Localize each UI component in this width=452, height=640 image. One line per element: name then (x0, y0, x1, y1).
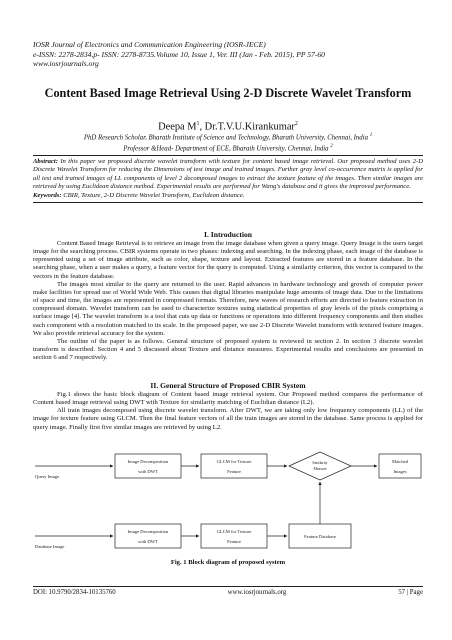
section-1-heading: I. Introduction (204, 230, 252, 239)
query-image-label: Query Image (35, 474, 60, 479)
author-2: Dr.T.V.U.Kirankumar (204, 121, 295, 133)
figure-caption: Fig. 1 Block diagram of proposed system (170, 559, 286, 566)
section-2-paragraph-2: All train images decomposed using discrete wavelet transform. After DWT, we are taking only low frequency components (LL) of the image for texture feature using GLCM. Then the final feature vectors of all the train images are stored in the database. Same process is applied for query image. Finally first five similar images are retrieved by using L2. (33, 407, 423, 431)
glcm-box-top (201, 454, 267, 478)
matched-line2: Images (393, 469, 407, 474)
abstract-body (33, 158, 423, 191)
decomp-bottom-line1: Image Decomposition (127, 529, 169, 534)
footer-doi: DOI: 10.9790/2834-10135760 (33, 589, 116, 596)
similarity-line1: Similarity (312, 461, 328, 465)
affiliations (33, 131, 423, 154)
glcm-top-line1: GLCM for Texture (216, 459, 252, 464)
footer-website: www.iosrjournals.org (227, 589, 287, 596)
section-1-paragraph-3: The outline of the paper is as follows. General structure of proposed system is reviewed in section 2. In section 3 discrete wavelet transform is described. Section 4 and 5 discussed about Texture and distance measures. Experimental results and conclusions are presented in section 6 and 7 respectively. (33, 337, 423, 362)
affiliation-2-text: Professor &Head- Department of ECE, Bharath University, Chennai, India (123, 145, 329, 153)
glcm-bottom-line2: Feature (227, 539, 241, 544)
decomp-box-top (115, 454, 181, 478)
affiliation-2 (33, 142, 423, 153)
block-diagram (33, 444, 423, 556)
affiliation-1-text: PhD Research Scholar, Bharath Institute of Science and Technology, Bharath University, Chennai, India (83, 134, 368, 142)
affiliation-1-sup: 1 (369, 133, 373, 138)
section-2-paragraph-1: Fig.1 shows the basic block diagram of Content based image retrieval system. Our Proposed method compares the performance of Content based image retrieval using DWT with Texture for similarity matching of Euclidian distance (L2). (33, 391, 423, 407)
journal-header (33, 40, 423, 69)
paper-title: Content Based Image Retrieval Using 2-D Discrete Wavelet Transform (44, 86, 412, 100)
matched-box (379, 454, 421, 478)
glcm-bottom-line1: GLCM for Texture (216, 529, 252, 534)
keywords-label: Keywords: (33, 192, 62, 200)
section-2-body (33, 391, 423, 432)
decomp-top-line1: Image Decomposition (127, 459, 169, 464)
section-1-paragraph-2: The images most similar to the query are returned to the user. Rapid advances in hardware technology and growth of computer power make facilities for spread use of World Wide Web. This causes that digital libraries manipulate huge amounts of image data. Due to the limitations of space and time, the images are represented in compressed formats. Therefore, new waves of research efforts are directed to feature extraction in compressed domain. Wavelet transform can be used to characterize textures using statistical properties of gray levels of the pixels comprising a surface image [4]. The wavelet transform is a tool that cuts up data or functions or operations into different frequency components and then studies each component with a resolution matched to its scale. In the proposed paper, we use 2-D Discrete Wavelet transform with textured feature images. We also provide retrieval accuracy for the system. (33, 280, 423, 337)
matched-line1: Matched (391, 459, 409, 464)
glcm-top-line2: Feature (227, 469, 241, 474)
glcm-box-bottom (201, 524, 267, 548)
page-footer (33, 586, 423, 597)
journal-website: www.iosrjournals.org (33, 59, 99, 69)
feature-db-label: Feature Database (304, 534, 336, 539)
database-image-label: Database Image (35, 544, 65, 549)
keywords-text: CBIR, Texture, 2-D Discrete Wavelet Transform, Euclidean distance. (61, 192, 245, 200)
affiliation-2-sup: 2 (330, 144, 333, 150)
abstract-label: Abstract: (33, 158, 58, 165)
author-1: Deepa M (158, 121, 197, 133)
author-2-sup: 2 (294, 121, 298, 127)
section-1-body (33, 240, 423, 362)
footer-page-number: 57 | Page (398, 589, 423, 596)
similarity-line2: Measure (313, 467, 327, 471)
section-1-paragraph-1: Content Based Image Retrieval is to retrieve an image from the image database when given a query image. Query Image is the users target image for the searching process. CBIR systems operate in two phases: indexing and searching. In the indexing phase, each image of the database is represented using a set of image attribute, such as color, shape, texture and layout. Extracted features are stored in a feature database. In the searching phase, when a user makes a query, a feature vector for the query is computed. Using a similarity criterion, this vector is compared to the vectors in the feature database. (33, 240, 423, 280)
abstract-text: In this paper we proposed discrete wavelet transform with texture for content based image retrieval. Our proposed method uses 2-D Discrete Wavelet Transform for reducing the Dimensions of test image and trained images. Further gray level co-occurrence matrix is applied for all test and trained images of LL components of level 2 decomposed images to extract the texture feature of the images. Then similar images are retrieved by using Euclidean distance method. Experimental results are performed for Wang's database and it gives the improved performance. (33, 158, 423, 190)
journal-name: IOSR Journal of Electronics and Communication Engineering (IOSR-JECE) (33, 40, 266, 49)
decomp-box-bottom (115, 524, 181, 548)
keywords (33, 192, 423, 200)
affiliation-1 (33, 131, 423, 142)
section-2-heading: II. General Structure of Proposed CBIR System (150, 381, 306, 390)
author-separator: , (199, 121, 205, 133)
decomp-top-line2: with DWT (138, 469, 158, 474)
journal-issn: e-ISSN: 2278-2834,p- ISSN: 2278-8735.Volume 10, Issue 1, Ver. III (Jan - Feb. 2015), PP 57-60 (33, 49, 325, 59)
similarity-diamond (289, 452, 351, 480)
decomp-bottom-line2: with DWT (138, 539, 158, 544)
abstract-block (33, 155, 423, 203)
author-1-sup: 1 (196, 121, 200, 127)
